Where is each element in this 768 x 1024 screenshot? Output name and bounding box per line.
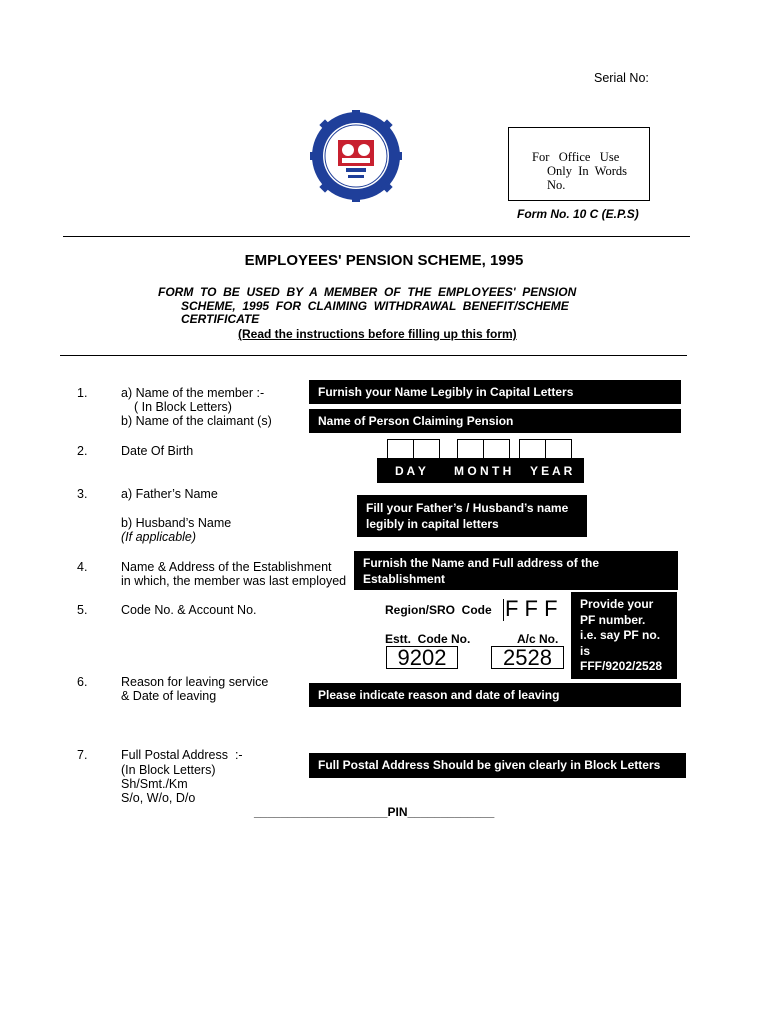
- item-number-6: 6.: [77, 675, 88, 689]
- claimant-name-label: b) Name of the claimant (s): [121, 414, 272, 428]
- serial-number-label: Serial No:: [594, 71, 649, 85]
- dob-day-cell-2[interactable]: [413, 439, 440, 458]
- relation-label: S/o, W/o, D/o: [121, 791, 196, 805]
- estt-code-field[interactable]: 9202: [386, 646, 458, 669]
- dob-month-cell-2[interactable]: [483, 439, 510, 458]
- pf-hint-line2: PF number.: [580, 612, 646, 627]
- dob-month-caption: M O N T H: [454, 464, 512, 478]
- item-number-1: 1.: [77, 386, 88, 400]
- dob-year-cell-1[interactable]: [519, 439, 546, 458]
- account-number-label: A/c No.: [517, 632, 559, 646]
- office-use-box: [508, 127, 650, 201]
- item-number-2: 2.: [77, 444, 88, 458]
- father-husband-name-field[interactable]: [357, 495, 587, 537]
- postal-address-field[interactable]: Full Postal Address Should be given clearly in Block Letters: [309, 753, 686, 778]
- establishment-hint-line1: Furnish the Name and Full address of the: [363, 556, 600, 570]
- father-husband-hint-line2: legibly in capital letters: [366, 517, 499, 531]
- page-title: EMPLOYEES' PENSION SCHEME, 1995: [244, 252, 524, 269]
- item-number-5: 5.: [77, 603, 88, 617]
- subtitle-line2: SCHEME, 1995 FOR CLAIMING WITHDRAWAL BENEFIT/SCHEME: [181, 299, 569, 313]
- pf-hint-line1: Provide your: [580, 597, 654, 611]
- subtitle-line1: FORM TO BE USED BY A MEMBER OF THE EMPLOYEES' PENSION: [158, 285, 577, 299]
- item-number-7: 7.: [77, 748, 88, 762]
- member-name-field[interactable]: Furnish your Name Legibly in Capital Letters: [309, 380, 681, 404]
- region-code-label: Region/SRO Code: [385, 603, 492, 617]
- item-number-4: 4.: [77, 560, 88, 574]
- divider-bottom: [60, 355, 687, 356]
- member-name-sublabel: ( In Block Letters): [134, 400, 232, 414]
- subtitle-line3: CERTIFICATE: [181, 312, 260, 326]
- husband-name-label: b) Husband’s Name: [121, 516, 232, 530]
- husband-name-sublabel: (If applicable): [121, 530, 197, 544]
- region-code-value: F F F: [505, 599, 558, 621]
- account-number-field[interactable]: 2528: [491, 646, 564, 669]
- establishment-label-line2: in which, the member was last employed: [121, 574, 347, 588]
- divider-top: [63, 236, 690, 237]
- office-use-line3: No.: [547, 178, 566, 192]
- establishment-field[interactable]: [354, 551, 678, 590]
- dob-caption-bar: [377, 458, 584, 483]
- pf-hint-line4: is: [580, 643, 591, 658]
- dob-day-cell-1[interactable]: [387, 439, 414, 458]
- form-number: Form No. 10 C (E.P.S): [517, 207, 639, 221]
- leaving-reason-field[interactable]: Please indicate reason and date of leaving: [309, 683, 681, 707]
- dob-year-caption: Y E A R: [530, 464, 573, 478]
- establishment-label-line1: Name & Address of the Establishment: [121, 560, 332, 574]
- dob-day-caption: D A Y: [395, 464, 426, 478]
- salutation-label: Sh/Smt./Km: [121, 777, 188, 791]
- instructions-note: (Read the instructions before filling up this form): [238, 327, 517, 341]
- postal-address-label: Full Postal Address :-: [121, 748, 243, 762]
- father-name-label: a) Father’s Name: [121, 487, 218, 501]
- code-account-label: Code No. & Account No.: [121, 603, 257, 617]
- member-name-label: a) Name of the member :-: [121, 386, 265, 400]
- region-code-field[interactable]: [503, 599, 574, 621]
- establishment-hint-line2: Establishment: [363, 572, 446, 586]
- dob-month-cell-1[interactable]: [457, 439, 484, 458]
- leaving-reason-label-line2: & Date of leaving: [121, 689, 217, 703]
- pf-hint-line5: FFF/9202/2528: [580, 659, 663, 673]
- epfo-logo: [310, 110, 402, 202]
- estt-code-label: Estt. Code No.: [385, 632, 471, 646]
- pf-number-hint: [571, 592, 677, 679]
- father-husband-hint-line1: Fill your Father’s / Husband’s name: [366, 501, 569, 515]
- leaving-reason-label-line1: Reason for leaving service: [121, 675, 269, 689]
- dob-year-cell-2[interactable]: [545, 439, 572, 458]
- item-number-3: 3.: [77, 487, 88, 501]
- office-use-line2: Only In Words: [547, 164, 628, 178]
- office-use-line1: For Office Use: [532, 150, 620, 164]
- postal-address-sublabel: (In Block Letters): [121, 763, 216, 777]
- pf-hint-line3: i.e. say PF no.: [580, 628, 661, 642]
- pin-code-line[interactable]: ____________________PIN_____________: [254, 805, 495, 819]
- claimant-name-field[interactable]: Name of Person Claiming Pension: [309, 409, 681, 433]
- dob-label: Date Of Birth: [121, 444, 194, 458]
